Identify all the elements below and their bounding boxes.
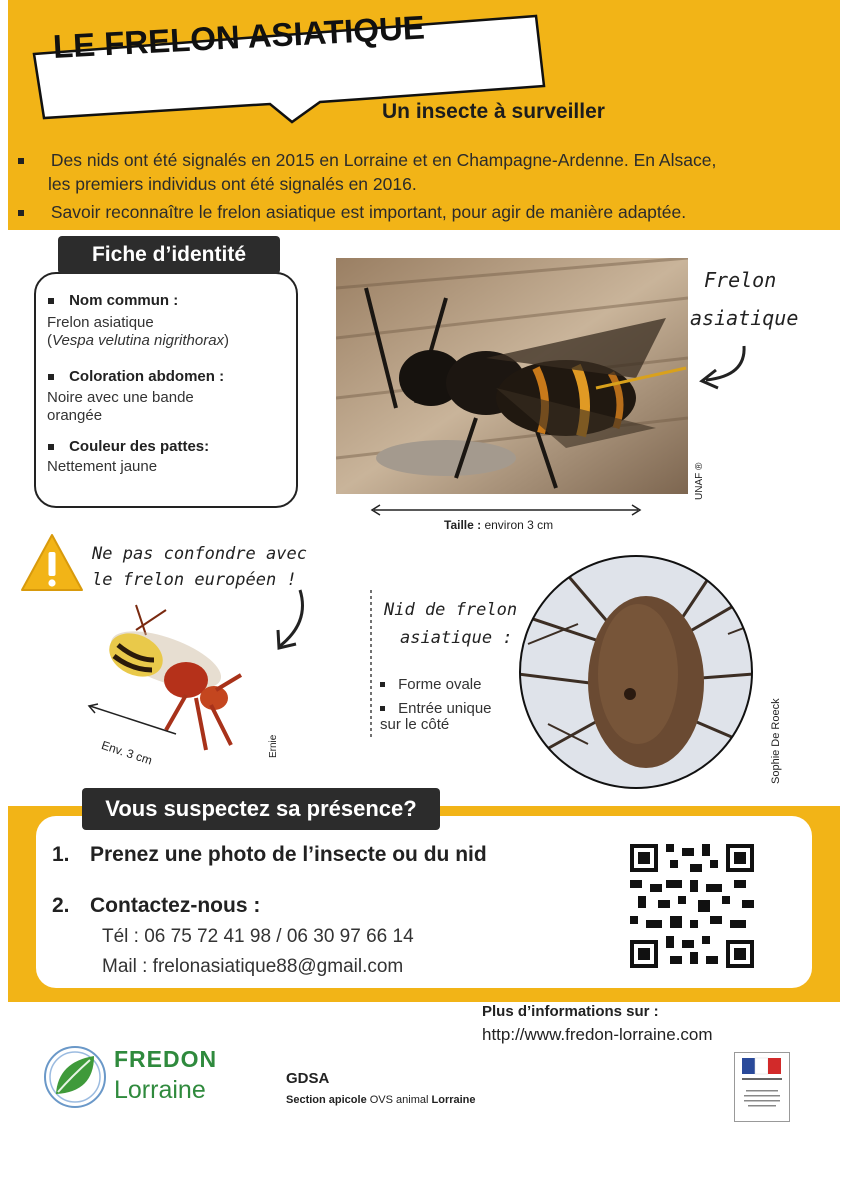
bullet-square-icon xyxy=(48,374,54,380)
prefecture-logo-icon xyxy=(734,1052,790,1122)
asian-hornet-photo xyxy=(336,258,688,494)
nest-title-2: asiatique : xyxy=(400,628,513,648)
intro-bullet-1: Des nids ont été signalés en 2015 en Lorraine et en Champagne-Ardenne. En Alsace, xyxy=(18,148,716,172)
abdomen-label-row: Coloration abdomen : xyxy=(48,366,224,385)
page-subtitle: Un insecte à surveiller xyxy=(382,100,605,123)
bullet-square-icon xyxy=(380,682,385,687)
common-name-value: Frelon asiatique xyxy=(47,314,154,331)
identity-heading: Fiche d’identité xyxy=(58,236,280,274)
size-arrow-icon xyxy=(86,700,182,740)
bullet-square-icon xyxy=(380,706,385,711)
european-photo-credit: Ernie xyxy=(268,734,279,758)
size-label: Taille : environ 3 cm xyxy=(444,518,554,532)
more-info-label: Plus d’informations sur : xyxy=(482,1003,659,1020)
phone-numbers: Tél : 06 75 72 41 98 / 06 30 97 66 14 xyxy=(102,926,414,947)
bullet-square-icon xyxy=(48,298,54,304)
curved-arrow-icon xyxy=(694,340,754,392)
latin-name: (Vespa velutina nigrithorax) xyxy=(47,332,230,349)
warning-triangle-icon xyxy=(20,532,84,594)
page-title: LE FRELON ASIATIQUE xyxy=(52,8,426,65)
intro-bullet-1-cont: les premiers individus ont été signalés en 2016. xyxy=(48,174,417,194)
photo-credit-unaf: UNAF ® xyxy=(694,462,705,500)
step-1-text: Prenez une photo de l’insecte ou du nid xyxy=(90,843,487,866)
fredon-logo-text: FREDON xyxy=(114,1046,218,1072)
european-size-label: Env. 3 cm xyxy=(99,738,154,768)
abdomen-value-2: orangée xyxy=(47,407,103,424)
step-2-text: Contactez-nous : xyxy=(90,894,261,917)
dashed-divider xyxy=(366,590,376,740)
contact-email[interactable]: Mail : frelonasiatique88@gmail.com xyxy=(102,956,404,977)
nest-feature-2: Entrée unique xyxy=(380,698,492,718)
qr-code-icon[interactable] xyxy=(630,844,754,968)
warning-text-1: Ne pas confondre avec xyxy=(92,544,307,564)
more-info-link[interactable]: http://www.fredon-lorraine.com xyxy=(482,1025,713,1044)
gdsa-title: GDSA xyxy=(286,1070,330,1087)
legs-label-row: Couleur des pattes: xyxy=(48,436,209,455)
bullet-square-icon xyxy=(18,158,24,164)
photo-caption-1: Frelon xyxy=(704,268,777,292)
common-name-label-row: Nom commun : xyxy=(48,290,178,309)
step-2-number: 2. xyxy=(52,894,70,917)
curved-arrow-icon xyxy=(270,586,318,656)
bullet-square-icon xyxy=(48,444,54,450)
photo-caption-2: asiatique xyxy=(690,306,799,330)
nest-feature-1: Forme ovale xyxy=(380,674,481,694)
step-1-number: 1. xyxy=(52,843,70,866)
intro-bullet-2: Savoir reconnaître le frelon asiatique est important, pour agir de manière adaptée. xyxy=(18,200,686,224)
nest-photo xyxy=(518,554,754,790)
nest-feature-2-cont: sur le côté xyxy=(380,716,450,733)
warning-text-2: le frelon européen ! xyxy=(92,570,297,590)
gdsa-subtitle: Section apicole OVS animal Lorraine xyxy=(286,1094,476,1106)
size-arrow-icon xyxy=(368,500,644,520)
fredon-logo-subtext: Lorraine xyxy=(114,1076,206,1104)
suspect-heading: Vous suspectez sa présence? xyxy=(82,788,440,830)
fredon-leaf-logo-icon xyxy=(42,1044,108,1110)
bullet-square-icon xyxy=(18,210,24,216)
nest-photo-credit: Sophie De Roeck xyxy=(770,698,782,784)
legs-value: Nettement jaune xyxy=(47,458,158,475)
nest-title-1: Nid de frelon xyxy=(384,600,518,620)
abdomen-value-1: Noire avec une bande xyxy=(47,389,194,406)
